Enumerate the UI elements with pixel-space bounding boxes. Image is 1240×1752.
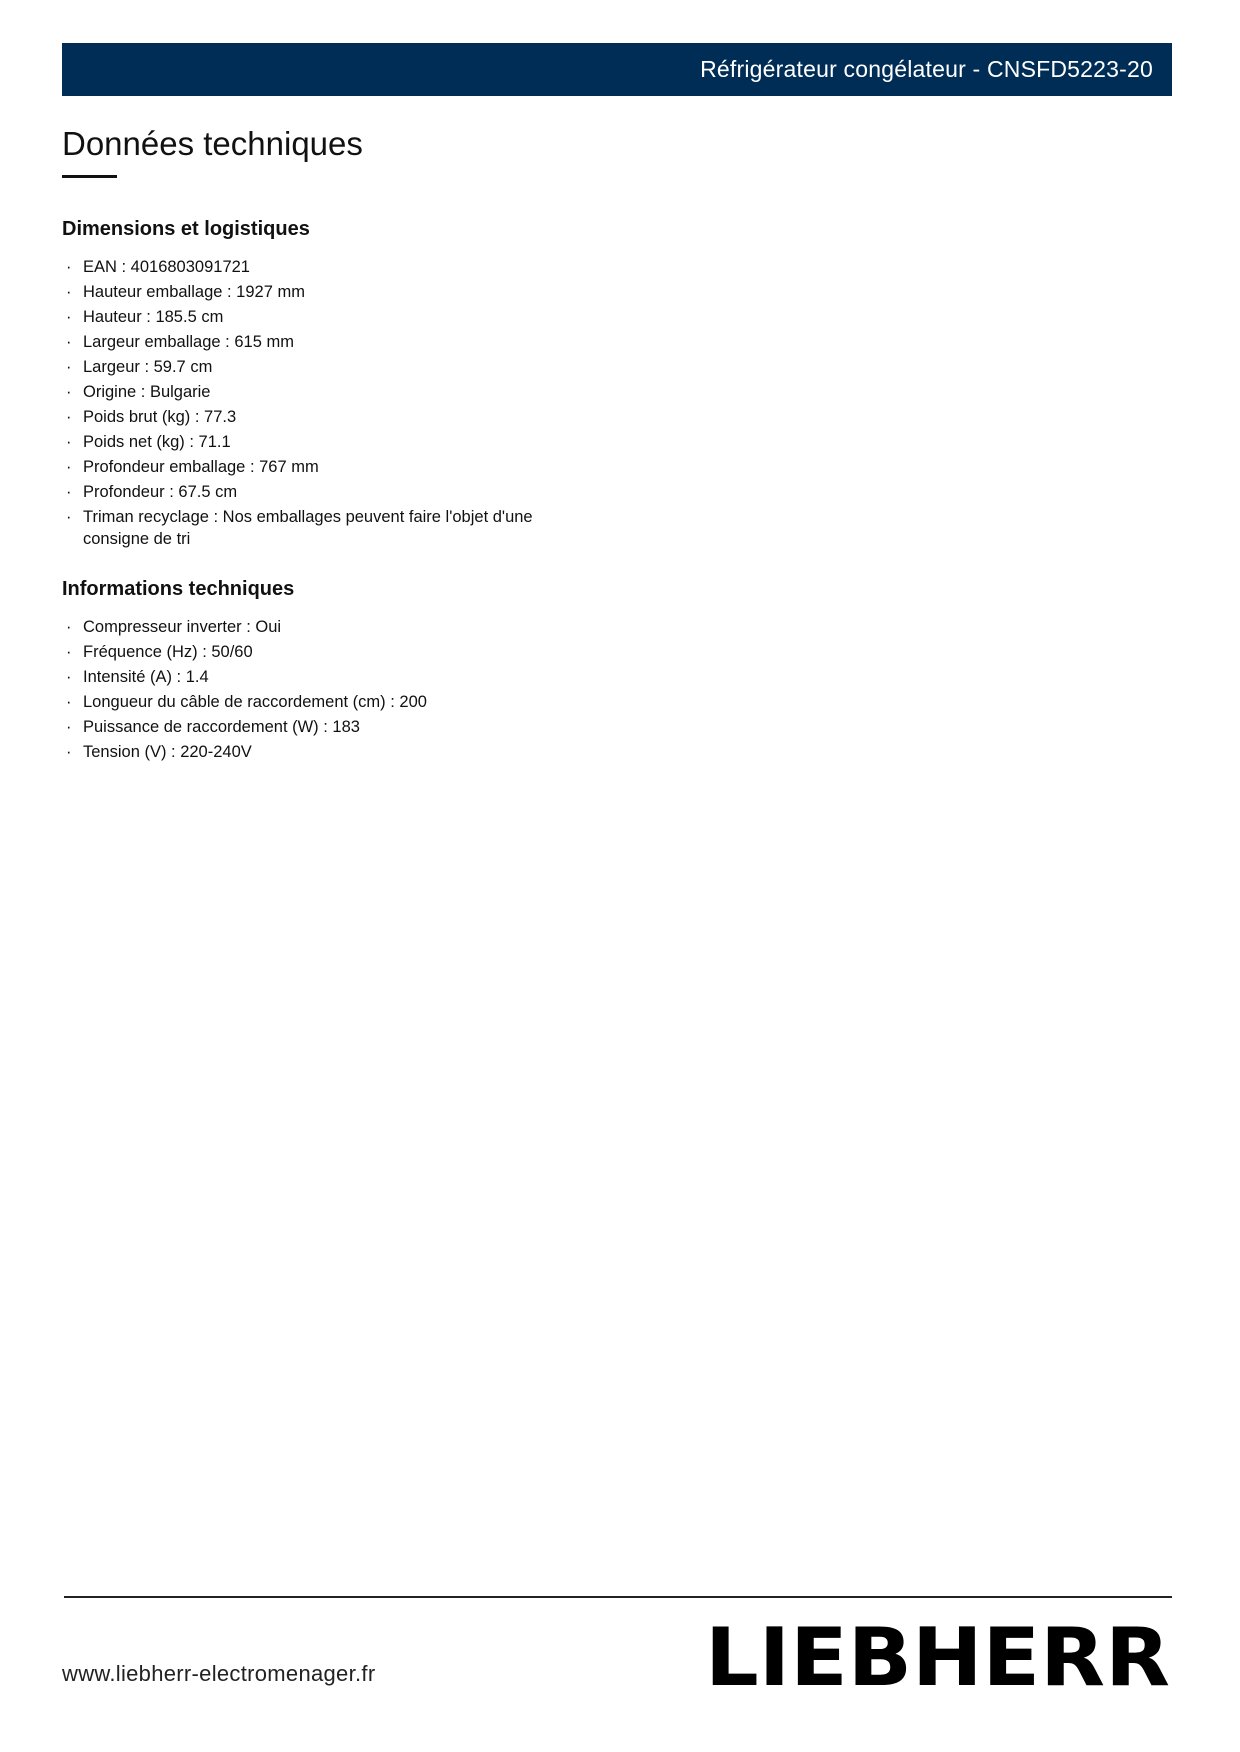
list-item	[62, 281, 582, 303]
bullet: ·	[66, 358, 72, 376]
section-heading: Dimensions et logistiques	[62, 218, 310, 240]
list-item	[62, 641, 582, 663]
title-underline	[62, 175, 117, 178]
bullet: ·	[66, 718, 72, 736]
list-item	[62, 691, 582, 713]
list-item	[62, 406, 582, 428]
bullet: ·	[66, 333, 72, 351]
bullet: ·	[66, 308, 72, 326]
list-item	[62, 381, 582, 403]
page-title: Données techniques	[62, 125, 363, 162]
spec-text: Largeur emballage : 615 mm	[83, 333, 294, 351]
spec-text: Triman recyclage : Nos emballages peuvent faire l'objet d'une consigne de tri	[83, 508, 533, 548]
bullet: ·	[66, 483, 72, 501]
list-item	[62, 741, 582, 763]
spec-text: Profondeur emballage : 767 mm	[83, 458, 319, 476]
spec-text: Tension (V) : 220-240V	[83, 743, 252, 761]
list-item	[62, 331, 582, 353]
bullet: ·	[66, 693, 72, 711]
bullet: ·	[66, 743, 72, 761]
bullet: ·	[66, 458, 72, 476]
spec-text: Hauteur : 185.5 cm	[83, 308, 224, 326]
spec-list	[62, 256, 582, 550]
spec-text: Fréquence (Hz) : 50/60	[83, 643, 253, 661]
section-dimensions	[62, 216, 582, 553]
list-item	[62, 666, 582, 688]
list-item	[62, 431, 582, 453]
list-item	[62, 616, 582, 638]
section-heading: Informations techniques	[62, 578, 295, 600]
spec-text: Poids net (kg) : 71.1	[83, 433, 231, 451]
footer-divider	[64, 1596, 1172, 1598]
list-item	[62, 456, 582, 478]
spec-text: EAN : 4016803091721	[83, 258, 250, 276]
spec-text: Poids brut (kg) : 77.3	[83, 408, 237, 426]
list-item	[62, 356, 582, 378]
liebherr-logo	[703, 1625, 1172, 1689]
bullet: ·	[66, 283, 72, 301]
list-item	[62, 716, 582, 738]
bullet: ·	[66, 643, 72, 661]
logo-text: LIEBHERR	[705, 1625, 1170, 1689]
header-title: Réfrigérateur congélateur - CNSFD5223-20	[700, 56, 1153, 82]
bullet: ·	[66, 408, 72, 426]
bullet: ·	[66, 383, 72, 401]
list-item	[62, 481, 582, 503]
spec-text: Largeur : 59.7 cm	[83, 358, 213, 376]
spec-text: Hauteur emballage : 1927 mm	[83, 283, 305, 301]
bullet: ·	[66, 258, 72, 276]
bullet: ·	[66, 508, 72, 526]
spec-list	[62, 616, 582, 763]
spec-text: Intensité (A) : 1.4	[83, 668, 209, 686]
spec-text: Longueur du câble de raccordement (cm) : 200	[83, 693, 427, 711]
bullet: ·	[66, 668, 72, 686]
list-item	[62, 506, 582, 550]
footer-url: www.liebherr-electromenager.fr	[62, 1661, 376, 1686]
list-item	[62, 256, 582, 278]
spec-text: Origine : Bulgarie	[83, 383, 211, 401]
header-bar	[62, 43, 1172, 96]
spec-text: Profondeur : 67.5 cm	[83, 483, 238, 501]
bullet: ·	[66, 618, 72, 636]
list-item	[62, 306, 582, 328]
section-informations-techniques	[62, 576, 582, 766]
bullet: ·	[66, 433, 72, 451]
spec-text: Puissance de raccordement (W) : 183	[83, 718, 360, 736]
spec-text: Compresseur inverter : Oui	[83, 618, 282, 636]
